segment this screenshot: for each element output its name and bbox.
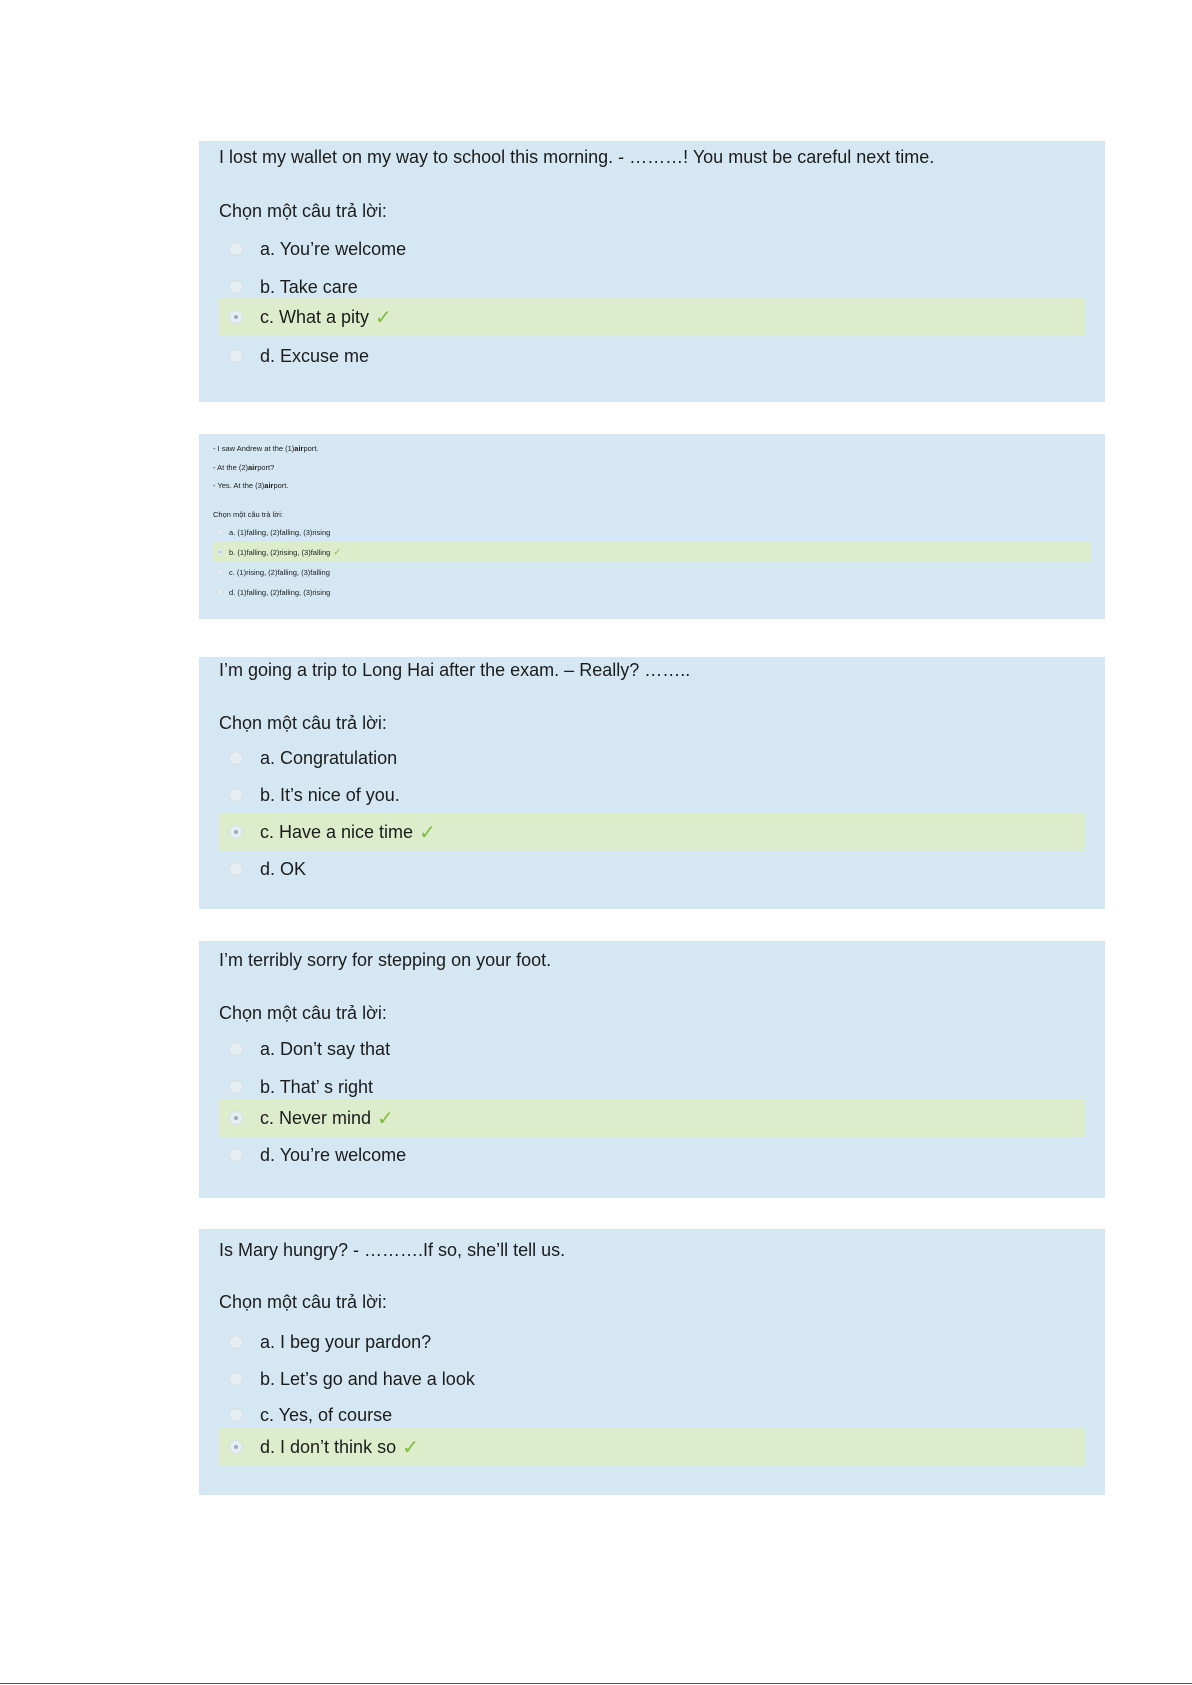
radio-button[interactable]: [229, 862, 243, 876]
answer-label: a. I beg your pardon?: [260, 1331, 432, 1352]
answer-label: a. Don’t say that: [260, 1038, 391, 1059]
radio-button-selected[interactable]: [229, 1111, 243, 1125]
question-text: I’m terribly sorry for stepping on your foot.: [219, 950, 552, 970]
answer-option-c[interactable]: [219, 1099, 1085, 1137]
radio-button[interactable]: [229, 349, 243, 363]
answer-label: a. You’re welcome: [260, 238, 407, 259]
answer-prompt: Chọn một câu trả lời:: [219, 201, 387, 221]
answer-option-d[interactable]: [219, 1136, 1085, 1174]
radio-button[interactable]: [229, 1408, 243, 1422]
answer-option-b[interactable]: [219, 1360, 1085, 1398]
answer-option-a[interactable]: [219, 230, 1085, 268]
radio-button[interactable]: [229, 788, 243, 802]
question-2: [199, 434, 1105, 619]
answer-option-a[interactable]: [213, 522, 1091, 542]
radio-button-selected[interactable]: [229, 825, 243, 839]
answer-option-d[interactable]: [219, 337, 1085, 375]
dialogue-line-3: - Yes. At the (3)airport.: [213, 481, 289, 490]
radio-button[interactable]: [229, 1148, 243, 1162]
checkmark-icon: ✓: [377, 1107, 394, 1130]
answer-option-b[interactable]: [219, 776, 1085, 814]
answer-option-d[interactable]: [219, 850, 1085, 888]
answer-option-c[interactable]: [213, 562, 1091, 582]
answer-option-a[interactable]: [219, 1030, 1085, 1068]
answer-label: d. Excuse me: [260, 345, 370, 366]
radio-button[interactable]: [229, 1372, 243, 1386]
answer-prompt: Chọn một câu trả lời:: [219, 1292, 387, 1312]
radio-button[interactable]: [229, 280, 243, 294]
answer-option-d[interactable]: [213, 582, 1091, 602]
question-5: [199, 1229, 1105, 1495]
answer-label: c. Have a nice time: [260, 821, 414, 842]
checkmark-icon: ✓: [402, 1436, 419, 1459]
answer-prompt: Chọn một câu trả lời:: [219, 713, 387, 733]
answer-option-a[interactable]: [219, 739, 1085, 777]
answer-label: b. It’s nice of you.: [260, 784, 400, 805]
radio-button[interactable]: [217, 569, 223, 575]
question-text: I lost my wallet on my way to school this morning. - ………! You must be careful next time.: [219, 147, 935, 167]
checkmark-icon: ✓: [375, 306, 392, 329]
radio-button[interactable]: [229, 1080, 243, 1094]
answer-label: d. OK: [260, 858, 307, 879]
answer-label: a. Congratulation: [260, 747, 398, 768]
question-text: I’m going a trip to Long Hai after the exam. – Really? ……..: [219, 660, 691, 680]
radio-button[interactable]: [229, 1335, 243, 1349]
answer-option-a[interactable]: [219, 1323, 1085, 1361]
question-1: [199, 141, 1105, 402]
radio-button[interactable]: [217, 529, 223, 535]
radio-button-selected[interactable]: [229, 1440, 243, 1454]
answer-label: b. That’ s right: [260, 1076, 374, 1097]
question-4: [199, 941, 1105, 1198]
answer-label: d. (1)falling, (2)falling, (3)rising: [229, 587, 331, 597]
answer-label: c. Yes, of course: [260, 1404, 393, 1425]
answer-label: d. You’re welcome: [260, 1144, 407, 1165]
radio-button[interactable]: [229, 751, 243, 765]
dialogue-line-1: - I saw Andrew at the (1)airport.: [213, 444, 319, 453]
answer-label: b. (1)falling, (2)rising, (3)falling: [229, 547, 331, 557]
answer-label: c. (1)rising, (2)falling, (3)falling: [229, 567, 330, 577]
answer-label: b. Take care: [260, 276, 358, 297]
answer-option-c[interactable]: [219, 298, 1085, 336]
answer-label: c. Never mind: [260, 1107, 372, 1128]
answer-label: c. What a pity: [260, 306, 370, 327]
answer-option-b[interactable]: [213, 542, 1091, 562]
answer-label: b. Let’s go and have a look: [260, 1368, 475, 1389]
checkmark-icon: ✓: [419, 821, 436, 844]
answer-prompt: Chọn một câu trả lời:: [219, 1003, 387, 1023]
radio-button[interactable]: [217, 589, 223, 595]
answer-prompt: Chọn một câu trả lời:: [213, 510, 283, 519]
answer-option-d[interactable]: [219, 1428, 1085, 1466]
page-bottom-rule: [0, 1683, 1192, 1684]
dialogue-line-2: - At the (2)airport?: [213, 463, 275, 472]
question-3: [199, 657, 1105, 909]
question-text: Is Mary hungry? - ……….If so, she’ll tell us.: [219, 1240, 566, 1260]
answer-option-c[interactable]: [219, 813, 1085, 851]
radio-button-selected[interactable]: [217, 549, 223, 555]
answer-label: a. (1)falling, (2)falling, (3)rising: [229, 527, 331, 537]
answer-label: d. I don’t think so: [260, 1436, 397, 1457]
radio-button[interactable]: [229, 242, 243, 256]
radio-button-selected[interactable]: [229, 310, 243, 324]
checkmark-icon: ✓: [333, 546, 341, 557]
radio-button[interactable]: [229, 1042, 243, 1056]
